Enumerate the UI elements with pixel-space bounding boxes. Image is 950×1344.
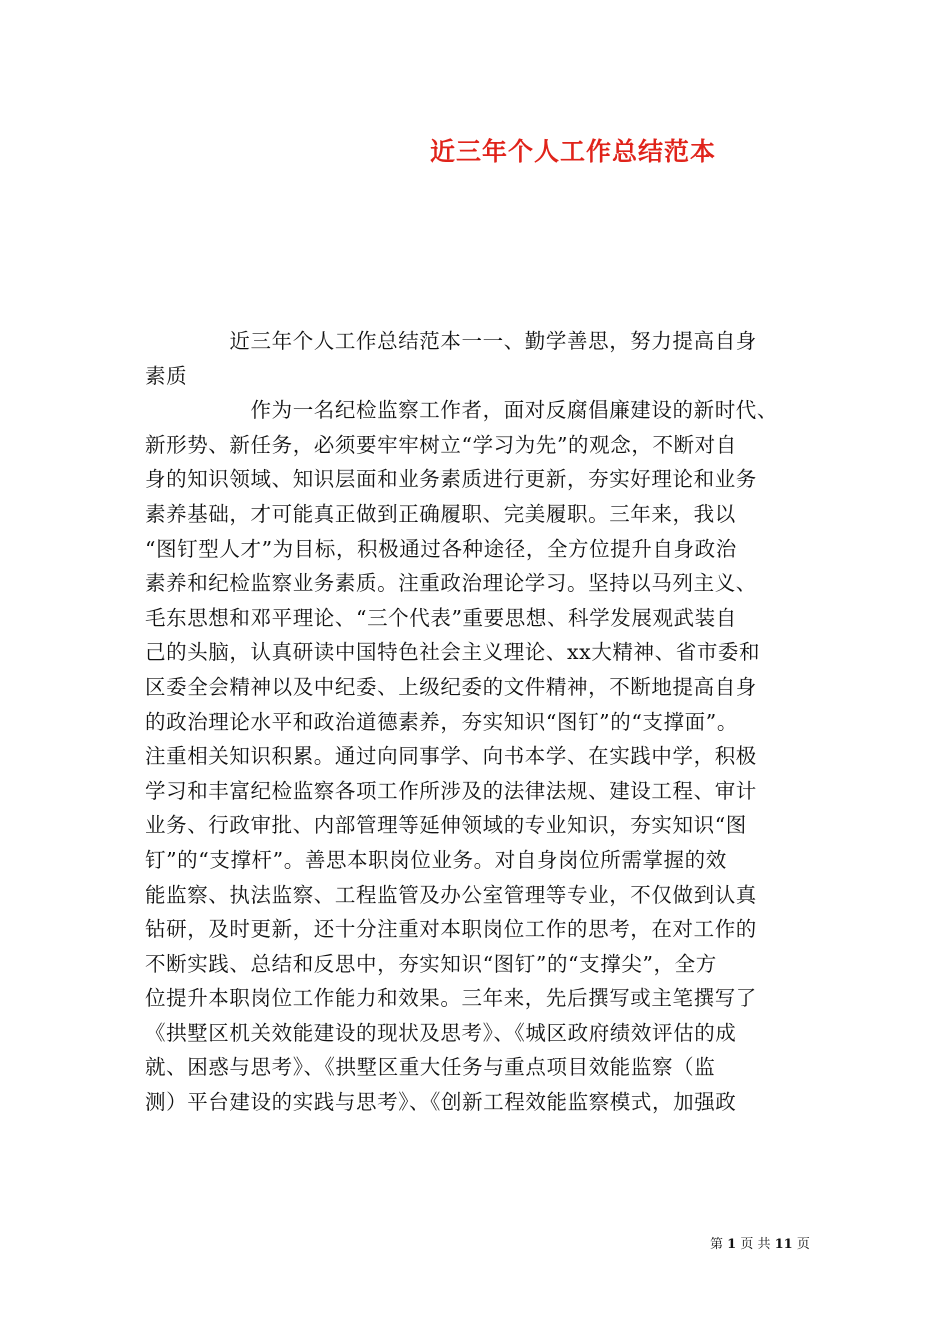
body-line: 位提升本职岗位工作能力和效果。三年来，先后撰写或主笔撰写了 [145,986,757,1011]
body-line: 区委全会精神以及中纪委、上级纪委的文件精神，不断地提高自身 [145,674,757,699]
body-line: 学习和丰富纪检监察各项工作所涉及的法律法规、建设工程、审计 [145,778,757,803]
footer-middle: 页 共 [740,1237,771,1252]
document-body [145,324,825,1120]
body-line: 测）平台建设的实践与思考》、《创新工程效能监察模式，加强政 [145,1090,737,1115]
body-line: 素质 [145,363,188,388]
body-line: 钉”的“支撑杆”。善思本职岗位业务。对自身岗位所需掌握的效 [145,847,727,872]
body-line: 注重相关知识积累。通过向同事学、向书本学、在实践中学，积极 [145,744,757,769]
body-line: 近三年个人工作总结范本一一、勤学善思，努力提高自身 [145,329,757,353]
body-line: 身的知识领域、知识层面和业务素质进行更新，夯实好理论和业务 [145,467,757,492]
page-footer [710,1233,810,1252]
body-line: 钻研，及时更新，还十分注重对本职岗位工作的思考，在对工作的 [145,917,757,942]
body-line: “图钉型人才”为目标，积极通过各种途径，全方位提升自身政治 [145,536,737,561]
body-line: 己的头脑，认真研读中国特色社会主义理论、xx大精神、省市委和 [145,640,761,665]
footer-prefix: 第 [710,1237,724,1252]
document-title: 近三年个人工作总结范本 [430,137,717,166]
body-line: 素养基础，才可能真正做到正确履职、完美履职。三年来，我以 [145,501,736,526]
footer-total-pages: 11 [774,1237,793,1252]
body-line: 新形势、新任务，必须要牢牢树立“学习为先”的观念，不断对自 [145,432,737,457]
body-line: 能监察、执法监察、工程监管及办公室管理等专业，不仅做到认真 [145,882,757,907]
body-line: 的政治理论水平和政治道德素养，夯实知识“图钉”的“支撑面”。 [145,709,738,734]
footer-suffix: 页 [796,1237,810,1252]
body-line: 《拱墅区机关效能建设的现状及思考》、《城区政府绩效评估的成 [145,1020,737,1045]
body-line: 业务、行政审批、内部管理等延伸领域的专业知识，夯实知识“图 [145,813,747,838]
footer-page-number: 1 [727,1237,737,1252]
body-line: 作为一名纪检监察工作者，面对反腐倡廉建设的新时代、 [145,398,778,423]
body-line: 毛东思想和邓平理论、“三个代表”重要思想、科学发展观武装自 [145,605,737,630]
body-line: 不断实践、总结和反思中，夯实知识“图钉”的“支撑尖”，全方 [145,951,717,976]
body-line: 就、困惑与思考》、《拱墅区重大任务与重点项目效能监察（监 [145,1055,716,1080]
body-line: 素养和纪检监察业务素质。注重政治理论学习。坚持以马列主义、 [145,571,757,596]
